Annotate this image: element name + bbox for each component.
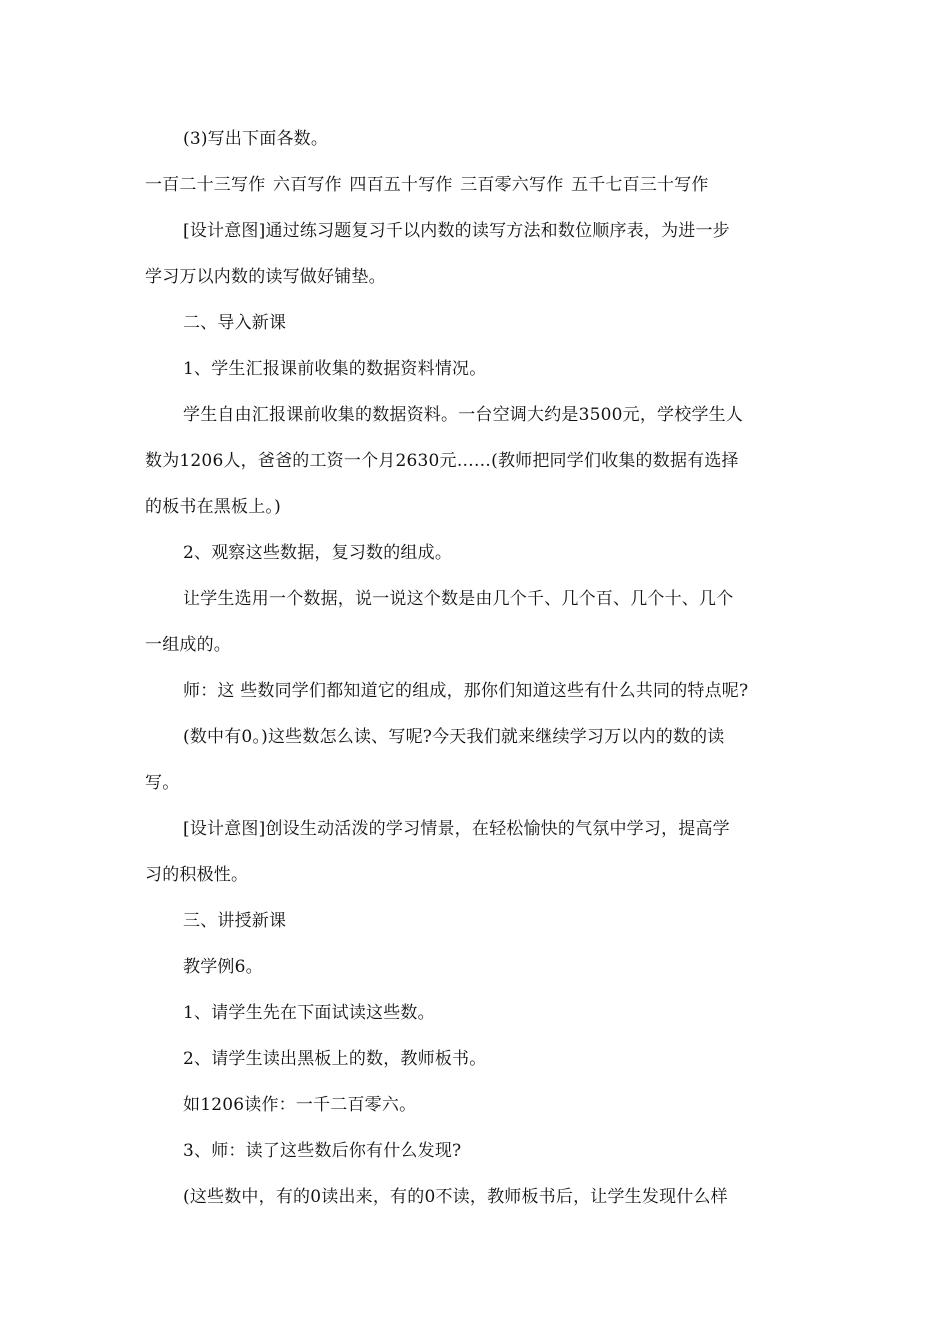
teacher-question-line-2: (数中有0。)这些数怎么读、写呢?今天我们就来继续学习万以内的数的读 bbox=[183, 727, 725, 747]
report-paragraph-line-2: 数为1206人，爸爸的工资一个月2630元……(教师把同学们收集的数据有选择 bbox=[145, 451, 739, 471]
section-heading-3: 三、讲授新课 bbox=[183, 911, 287, 931]
design-intent-1-line-1: [设计意图]通过练习题复习千以内数的读写方法和数位顺序表，为进一步 bbox=[183, 221, 730, 241]
discovery-paragraph-line-1: (这些数中，有的0读出来，有的0不读，教师板书后，让学生发现什么样 bbox=[183, 1187, 728, 1207]
design-intent-2-line-2: 习的积极性。 bbox=[145, 865, 249, 885]
teacher-question-line-1: 师：这 些数同学们都知道它的组成，那你们知道这些有什么共同的特点呢? bbox=[183, 681, 749, 701]
reading-example: 如1206读作：一千二百零六。 bbox=[183, 1095, 417, 1115]
report-paragraph-line-1: 学生自由汇报课前收集的数据资料。一台空调大约是3500元，学校学生人 bbox=[183, 405, 744, 425]
exercise-items: 一百二十三写作 六百写作 四百五十写作 三百零六写作 五千七百三十写作 bbox=[145, 175, 709, 195]
teacher-question-line-3: 写。 bbox=[145, 773, 180, 793]
step-2-heading: 2、观察这些数据，复习数的组成。 bbox=[183, 543, 453, 563]
design-intent-1-line-2: 学习万以内数的读写做好铺垫。 bbox=[145, 267, 386, 287]
example-label: 教学例6。 bbox=[183, 957, 263, 977]
report-paragraph-line-3: 的板书在黑板上。) bbox=[145, 497, 281, 517]
exercise-heading: (3)写出下面各数。 bbox=[183, 129, 329, 149]
section-heading-2: 二、导入新课 bbox=[183, 313, 287, 333]
step-1-heading: 1、学生汇报课前收集的数据资料情况。 bbox=[183, 359, 487, 379]
teach-step-3: 3、师：读了这些数后你有什么发现? bbox=[183, 1141, 462, 1161]
design-intent-2-line-1: [设计意图]创设生动活泼的学习情景，在轻松愉快的气氛中学习，提高学 bbox=[183, 819, 730, 839]
teach-step-2: 2、请学生读出黑板上的数，教师板书。 bbox=[183, 1049, 487, 1069]
composition-paragraph-line-2: 一组成的。 bbox=[145, 635, 231, 655]
teach-step-1: 1、请学生先在下面试读这些数。 bbox=[183, 1003, 435, 1023]
composition-paragraph-line-1: 让学生选用一个数据，说一说这个数是由几个千、几个百、几个十、几个 bbox=[183, 589, 734, 609]
